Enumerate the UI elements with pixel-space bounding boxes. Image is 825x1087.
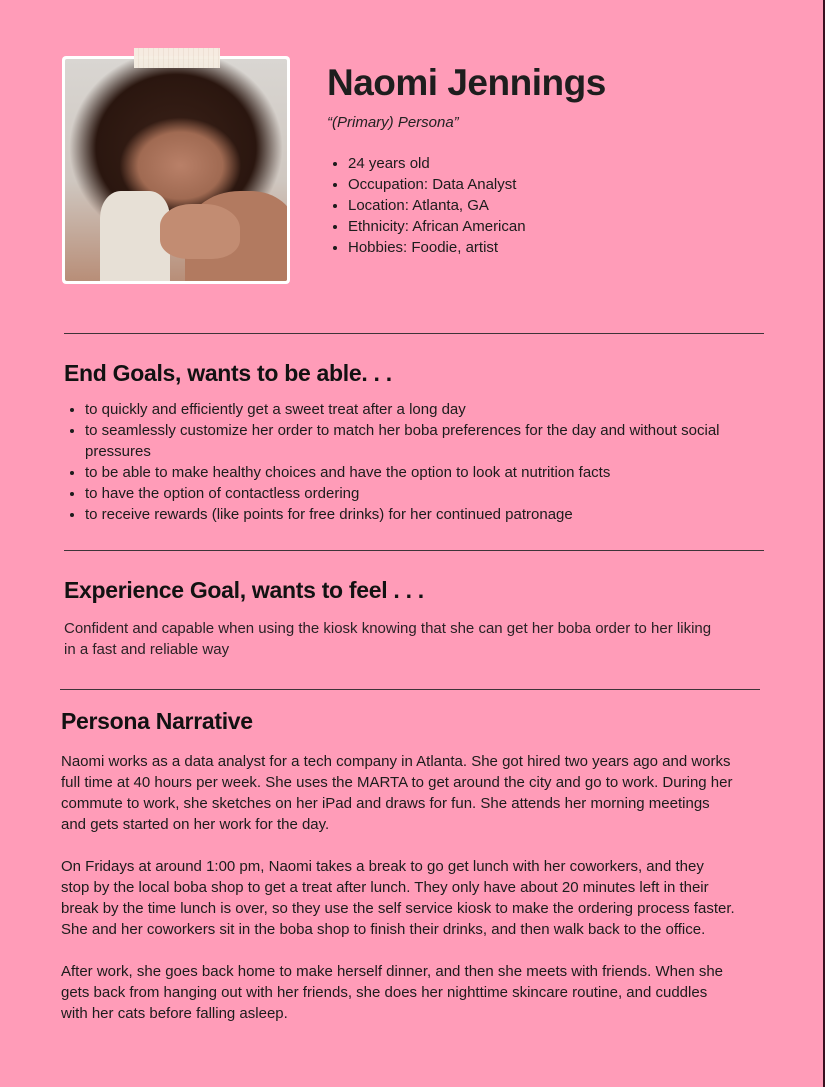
list-item: • to have the option of contactless ordering [85, 483, 735, 504]
narrative-paragraph: Naomi works as a data analyst for a tech company in Atlanta. She got hired two years ago and works full time at 40 hours per week. She uses the MARTA to get around the city and go to work. During her commute to work, she sketches on her iPad and draws for fun. She attends her morning meetings and gets started on her work for the day. [61, 753, 733, 833]
persona-attributes [327, 153, 606, 258]
photo-hand [160, 204, 240, 259]
persona-info [327, 56, 606, 258]
narrative-section [61, 708, 736, 1024]
divider [64, 333, 764, 334]
experience-goal-section [64, 577, 724, 660]
list-item: • to receive rewards (like points for free drinks) for her continued patronage [85, 504, 735, 525]
end-goals-section [64, 360, 735, 525]
divider [60, 689, 760, 690]
experience-goal-title: Experience Goal, wants to feel . . . [64, 577, 424, 603]
divider [64, 550, 764, 551]
attribute-ethnicity: • Ethnicity: African American [348, 216, 606, 237]
persona-photo-frame [62, 56, 290, 284]
list-item: • to seamlessly customize her order to match her boba preferences for the day and without social pressures [85, 420, 735, 462]
persona-name: Naomi Jennings [327, 62, 606, 103]
attribute-location: • Location: Atlanta, GA [348, 195, 606, 216]
attribute-occupation: • Occupation: Data Analyst [348, 174, 606, 195]
persona-photo [65, 59, 287, 281]
attribute-hobbies: • Hobbies: Foodie, artist [348, 237, 606, 258]
end-goals-list [64, 399, 735, 525]
narrative-paragraph: On Fridays at around 1:00 pm, Naomi takes a break to go get lunch with her coworkers, and they stop by the local boba shop to get a treat after lunch. They only have about 20 minutes left in their break by the time lunch is over, so they use the self service kiosk to make the ordering process faster. She and her coworkers sit in the boba shop to finish their drinks, and then walk back to the office. [61, 858, 735, 938]
experience-goal-text: Confident and capable when using the kiosk knowing that she can get her boba order to her liking in a fast and reliable way [64, 620, 712, 658]
persona-subtitle: “(Primary) Persona” [327, 114, 459, 131]
narrative-paragraph: After work, she goes back home to make herself dinner, and then she meets with friends. When she gets back from hanging out with her friends, she does her nighttime skincare routine, and cuddles with her cats before falling asleep. [61, 963, 724, 1022]
end-goals-title: End Goals, wants to be able. . . [64, 360, 392, 386]
narrative-title: Persona Narrative [61, 708, 253, 734]
persona-header [62, 56, 782, 286]
list-item: • to quickly and efficiently get a sweet treat after a long day [85, 399, 735, 420]
attribute-age: • 24 years old [348, 153, 606, 174]
list-item: • to be able to make healthy choices and have the option to look at nutrition facts [85, 462, 735, 483]
washi-tape [134, 48, 220, 68]
